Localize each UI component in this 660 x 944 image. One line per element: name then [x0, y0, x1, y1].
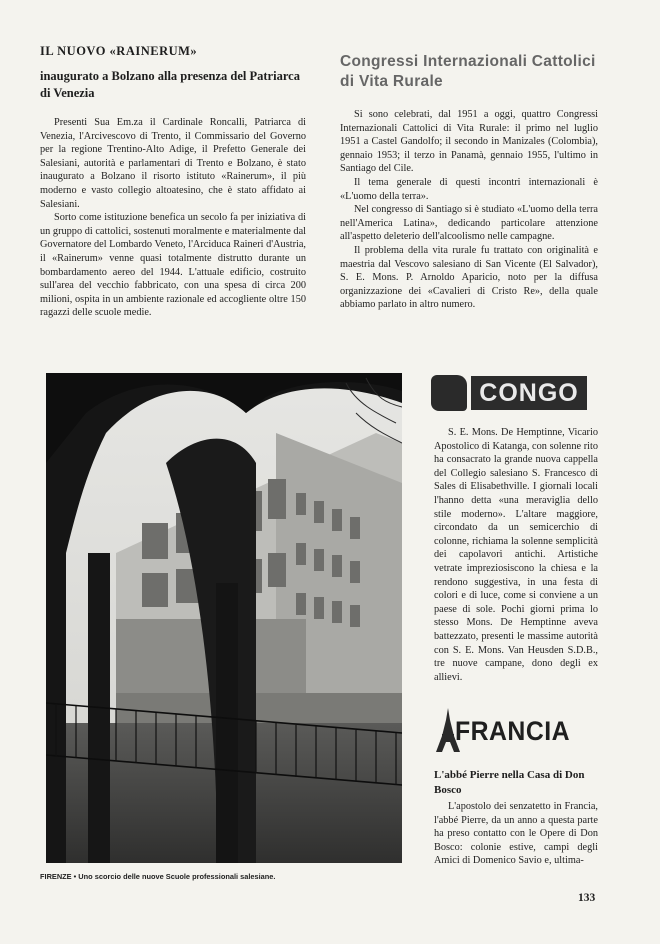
abbe-pierre-heading: L'abbé Pierre nella Casa di Don Bosco — [434, 769, 585, 796]
francia-article-body — [434, 800, 598, 868]
congressi-article-body — [340, 108, 598, 312]
rainerum-subheading: inaugurato a Bolzano alla presenza del Patriarca di Venezia — [40, 69, 300, 100]
rainerum-article-body — [40, 116, 306, 320]
congo-article-body — [434, 426, 598, 684]
arcade-photo — [46, 373, 402, 863]
rainerum-heading: IL NUOVO «RAINERUM» — [40, 44, 198, 58]
congo-banner — [431, 373, 591, 415]
arcade-photo-illustration — [46, 373, 402, 863]
francia-banner-text: FRANCIA — [455, 716, 570, 746]
congo-banner-text: CONGO — [471, 376, 587, 410]
congo-paragraph: S. E. Mons. De Hemptinne, Vicario Apostolico di Katanga, con solenne rito ha consacrato la grande nuova cappella del Collegio salesiano S. Francesco di Sales di Elisabethville. I giornali locali l'hanno detta «una meraviglia dello stile moderno». L'altare maggiore, circondato da un semicerchio di colonne, richiama la solenne semplicità dei capolavori antichi. Artistiche vetrate impreziosiscono la chiesa e la rendono suggestiva, in una festa di colori e di luce, come si conviene a un paese di sole. Pochi giorni prima lo stesso Mons. De Hemptinne aveva battezzato, presenti le massime autorità con S. E. Mons. Van Heusden S.D.B., tre nuove campane, dono degli ex allievi. — [434, 427, 598, 683]
congressi-paragraph: Si sono celebrati, dal 1951 a oggi, quattro Congressi Internazionali Cattolici di Vita Rurale: il primo nel luglio 1951 a Castel Gandolfo; il secondo in Manizales (Colombia), gennaio 1953; il terzo in Panamà, gennaio 1955, l'ultimo in Santiago del Cile. — [340, 109, 598, 175]
francia-paragraph: L'apostolo dei senzatetto in Francia, l'abbé Pierre, da un anno a questa parte ha preso contatto con le Opere di Don Bosco: colonie estive, campi degli Amici di Domenico Savio e, ultima- — [434, 801, 598, 867]
congressi-paragraph: Il tema generale di questi incontri internazionali è «L'uomo della terra». — [340, 176, 598, 202]
rainerum-paragraph: Presenti Sua Em.za il Cardinale Roncalli, Patriarca di Venezia, l'Arcivescovo di Trento, il Commissario del Governo per la regione Trentino-Alto Adige, il Prefetto Generale dei Salesiani, autorità e parlamentari di Trento e Bolzano, è stato inaugurato a Bolzano il risorto istituto «Rainerum», il più moderno e vasto collegio altoatesino, che è stato affidato ai Salesiani. — [40, 117, 306, 210]
photo-caption: FIRENZE • Uno scorcio delle nuove Scuole professionali salesiane. — [40, 872, 276, 881]
congressi-paragraph: Il problema della vita rurale fu trattato con originalità e maestria dal Vescovo salesiano di San Vicente (El Salvador), S. E. Mons. P. Arnoldo Aparicio, noto per la diffusa organizzazione dei «Cavalieri di Cristo Re», della quale abbiamo parlato in altro numero. — [340, 244, 598, 311]
congo-figure-icon — [431, 375, 467, 411]
francia-banner — [433, 706, 603, 756]
congressi-heading: Congressi Internazionali Cattolici di Vita Rurale — [340, 53, 596, 90]
page-number: 133 — [578, 892, 596, 904]
rainerum-paragraph: Sorto come istituzione benefica un secolo fa per iniziativa di un gruppo di cattolici, sostenuti moralmente e materialmente dal Governatore del Lombardo Veneto, l'Arciduca Raineri d'Austria, il «Rainerum» venne quasi totalmente distrutto durante un bombardamento aereo del 1944. L'attuale edificio, costruito sull'area del vecchio fabbricato, con una spesa di circa 200 milioni, ospita in un ambiente razionale ed accogliente oltre 150 ragazzi delle scuole medie. — [40, 212, 307, 319]
congressi-paragraph: Nel congresso di Santiago si è studiato «L'uomo della terra nell'America Latina», dedicando particolare attenzione all'aspetto deleterio dell'alcoolismo nelle campagne. — [340, 204, 598, 243]
